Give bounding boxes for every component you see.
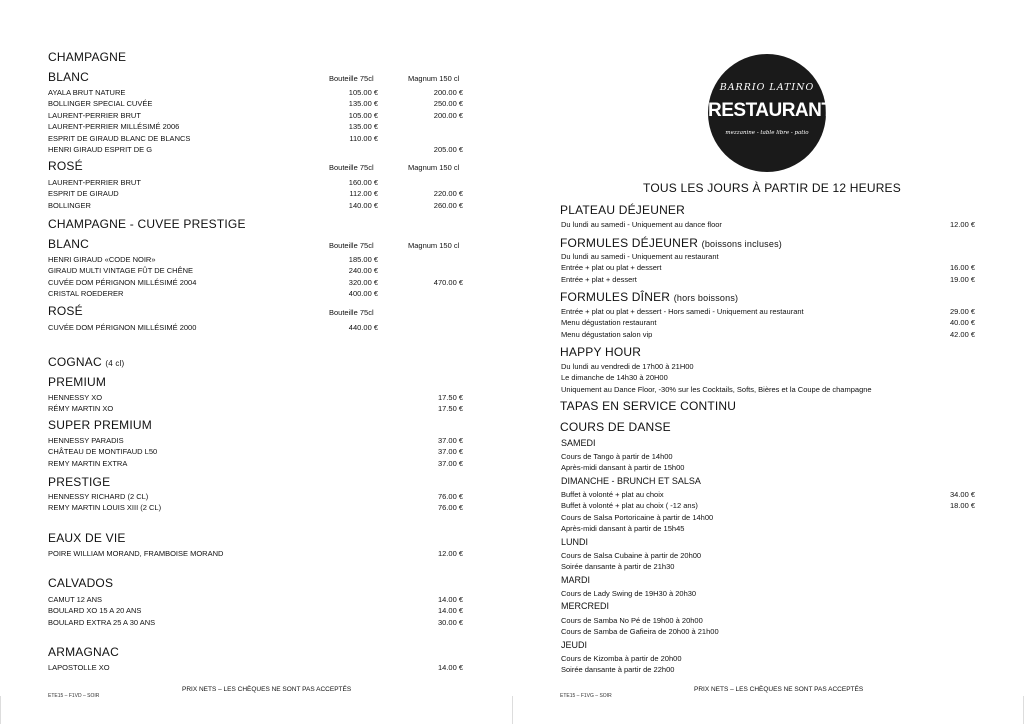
column-header-bottle: Bouteille 75cl: [329, 163, 374, 172]
item-label: ESPRIT DE GIRAUD: [48, 189, 119, 199]
item-label: GIRAUD MULTI VINTAGE FÛT DE CHÊNE: [48, 266, 194, 276]
restaurant-logo: [708, 54, 833, 172]
item-price: 16.00 €: [949, 263, 975, 273]
section-title-happy-hour: HAPPY HOUR: [560, 345, 642, 359]
day-title-mardi: MARDI: [561, 575, 590, 585]
subsection-title-rose: ROSÉ: [48, 159, 83, 173]
bottle-price: 440.00 €: [348, 323, 378, 332]
item-price: 37.00 €: [437, 458, 463, 468]
bottle-price: 240.00 €: [348, 266, 378, 276]
item-label: REMY MARTIN LOUIS XIII (2 CL): [48, 503, 162, 513]
print-code: ETE15 – F1VD – SOIR: [48, 693, 100, 699]
item-label: BOULARD EXTRA 25 A 30 ANS: [48, 617, 156, 627]
formules-diner-note: (hors boissons): [673, 293, 739, 303]
magnum-price: 260.00 €: [433, 200, 463, 210]
item-label: Soirée dansante à partir de 22h00: [561, 665, 675, 675]
section-title-armagnac: ARMAGNAC: [48, 645, 119, 659]
item-price: 19.00 €: [949, 274, 975, 284]
item-label: BOULARD XO 15 A 20 ANS: [48, 606, 142, 616]
item-label: Cours de Samba No Pé de 19h00 à 20h00: [561, 616, 703, 625]
day-title-dimanche: DIMANCHE - BRUNCH ET SALSA: [561, 476, 701, 486]
magnum-price: 200.00 €: [433, 110, 463, 120]
magnum-price: 205.00 €: [433, 145, 463, 154]
item-label: HENNESSY RICHARD (2 CL): [48, 492, 149, 501]
item-label: LAURENT-PERRIER BRUT: [48, 178, 141, 187]
item-label: Cours de Salsa Portoricaine à partir de 14h00: [561, 512, 714, 522]
item-price: 12.00 €: [437, 549, 463, 558]
subsection-title-blanc: BLANC: [48, 237, 90, 251]
item-label: Menu dégustation salon vip: [561, 329, 653, 339]
item-price: 30.00 €: [437, 617, 463, 627]
day-title-samedi: SAMEDI: [561, 438, 596, 448]
item-label: Cours de Kizomba à partir de 20h00: [561, 654, 682, 663]
bottle-price: 105.00 €: [348, 88, 378, 97]
day-title-jeudi: JEUDI: [561, 640, 588, 650]
column-header-bottle: Bouteille 75cl: [329, 74, 374, 83]
formules-dejeuner-note: (boissons incluses): [701, 239, 782, 249]
logo-brand: BARRIO LATINO: [719, 82, 815, 93]
item-label: BOLLINGER: [48, 200, 91, 210]
section-title-cours-de-danse: COURS DE DANSE: [560, 420, 671, 434]
item-label: HENNESSY PARADIS: [48, 436, 124, 445]
bottle-price: 160.00 €: [348, 178, 378, 187]
item-label: Entrée + plat ou plat + dessert - Hors samedi - Uniquement au restaurant: [561, 307, 804, 316]
bottle-price: 135.00 €: [348, 122, 378, 132]
subsection-title-premium: PREMIUM: [48, 375, 107, 389]
item-label: AYALA BRUT NATURE: [48, 88, 126, 97]
item-label: CUVÉE DOM PÉRIGNON MILLÉSIMÉ 2004: [48, 277, 197, 287]
bottle-price: 185.00 €: [348, 255, 378, 264]
subsection-title-prestige: PRESTIGE: [48, 475, 111, 489]
bottle-price: 105.00 €: [348, 110, 378, 120]
item-label: Soirée dansante à partir de 21h30: [561, 562, 675, 572]
section-title-cognac: [48, 355, 124, 369]
item-price: 14.00 €: [437, 606, 463, 616]
section-title-eaux-de-vie: EAUX DE VIE: [48, 531, 126, 545]
section-title-tapas: TAPAS EN SERVICE CONTINU: [560, 399, 737, 413]
bottle-price: 135.00 €: [348, 99, 378, 109]
item-label: Entrée + plat + dessert: [561, 274, 637, 284]
item-label: CHÂTEAU DE MONTIFAUD L50: [48, 447, 158, 457]
item-price: 42.00 €: [949, 329, 975, 339]
item-price: 18.00 €: [949, 501, 975, 511]
item-price: 14.00 €: [437, 663, 463, 672]
item-label: Cours de Tango à partir de 14h00: [561, 452, 673, 461]
magnum-price: 470.00 €: [433, 277, 463, 287]
item-price: 12.00 €: [949, 220, 975, 229]
item-price: 76.00 €: [437, 503, 463, 513]
item-label: Buffet à volonté + plat au choix: [561, 490, 664, 499]
item-label: Entrée + plat ou plat + dessert: [561, 263, 662, 273]
item-price: 37.00 €: [437, 447, 463, 457]
item-label: Du lundi au vendredi de 17h00 à 21H00: [561, 362, 694, 371]
magnum-price: 200.00 €: [433, 88, 463, 97]
item-label: LAURENT-PERRIER MILLÉSIMÉ 2006: [48, 122, 180, 132]
subsection-title-super-premium: SUPER PREMIUM: [48, 418, 152, 432]
column-header-magnum: Magnum 150 cl: [408, 74, 460, 83]
subsection-title-rose: ROSÉ: [48, 304, 83, 318]
item-price: 37.00 €: [437, 436, 463, 445]
item-label: REMY MARTIN EXTRA: [48, 458, 128, 468]
item-price: 29.00 €: [949, 307, 975, 316]
footer-note: PRIX NETS – LES CHÈQUES NE SONT PAS ACCEPTÉS: [694, 686, 864, 693]
section-title-calvados: CALVADOS: [48, 576, 114, 590]
item-price: 14.00 €: [437, 595, 463, 604]
formules-diner-title: FORMULES DÎNER: [560, 290, 671, 304]
item-label: LAPOSTOLLE XO: [48, 663, 110, 672]
item-label: CRISTAL ROEDERER: [48, 289, 124, 299]
column-header-bottle: Bouteille 75cl: [329, 241, 374, 250]
logo-tagline: mezzanine - table libre - patio: [725, 130, 809, 136]
item-label: LAURENT-PERRIER BRUT: [48, 110, 141, 120]
item-label: BOLLINGER SPECIAL CUVÉE: [48, 99, 153, 109]
bottle-price: 320.00 €: [348, 277, 378, 287]
section-title-formules-dejeuner: [560, 236, 782, 250]
subsection-title-blanc: BLANC: [48, 70, 90, 84]
item-price: 76.00 €: [437, 492, 463, 501]
section-title-champagne: CHAMPAGNE: [48, 50, 127, 64]
item-label: Menu dégustation restaurant: [561, 318, 657, 328]
item-label: Uniquement au Dance Floor, -30% sur les Cocktails, Softs, Bières et la Coupe de champagne: [561, 384, 872, 394]
item-label: Cours de Salsa Cubaine à partir de 20h00: [561, 551, 702, 560]
bottle-price: 110.00 €: [349, 133, 378, 143]
item-price: 40.00 €: [949, 318, 975, 328]
bottle-price: 140.00 €: [348, 200, 378, 210]
item-price: 17.50 €: [437, 404, 463, 414]
item-label: Du lundi au samedi - Uniquement au dance floor: [561, 220, 722, 229]
column-header-magnum: Magnum 150 cl: [408, 163, 460, 172]
item-label: CAMUT 12 ANS: [48, 595, 103, 604]
magnum-price: 250.00 €: [433, 99, 463, 109]
item-label: HENRI GIRAUD ESPRIT DE G: [48, 145, 153, 154]
day-title-lundi: LUNDI: [561, 537, 589, 547]
item-label: Après-midi dansant à partir de 15h00: [561, 463, 685, 473]
formules-dejeuner-title: FORMULES DÉJEUNER: [560, 236, 699, 250]
page-edge: [0, 696, 1, 724]
cognac-title: COGNAC: [48, 355, 102, 369]
item-label: HENNESSY XO: [48, 393, 103, 402]
headline: TOUS LES JOURS À PARTIR DE 12 HEURES: [643, 181, 901, 195]
magnum-price: 220.00 €: [433, 189, 463, 199]
column-header-bottle: Bouteille 75cl: [329, 308, 374, 317]
logo-title: RESTAURANT: [708, 100, 833, 121]
item-label: ESPRIT DE GIRAUD BLANC DE BLANCS: [48, 133, 191, 143]
item-label: HENRI GIRAUD «CODE NOIR»: [48, 255, 156, 264]
cognac-volume: (4 cl): [105, 359, 125, 368]
item-price: 17.50 €: [437, 393, 463, 402]
column-header-magnum: Magnum 150 cl: [408, 241, 460, 250]
footer-note: PRIX NETS – LES CHÈQUES NE SONT PAS ACCEPTÉS: [182, 686, 352, 693]
item-price: 34.00 €: [949, 490, 975, 499]
item-label: Buffet à volonté + plat au choix ( -12 ans): [561, 501, 698, 511]
section-title-prestige: CHAMPAGNE - CUVEE PRESTIGE: [48, 217, 246, 231]
bottle-price: 112.00 €: [349, 189, 378, 199]
page-fold: [512, 696, 513, 724]
item-label: Le dimanche de 14h30 à 20H00: [561, 373, 668, 383]
item-label: POIRE WILLIAM MORAND, FRAMBOISE MORAND: [48, 549, 224, 558]
item-label: Cours de Samba de Gafieira de 20h00 à 21h00: [561, 627, 719, 637]
item-label: Après-midi dansant à partir de 15h45: [561, 524, 685, 534]
day-title-mercredi: MERCREDI: [561, 601, 610, 611]
print-code: ETE15 – F1VG – SOIR: [560, 693, 612, 699]
item-label: Cours de Lady Swing de 19H30 à 20h30: [561, 589, 697, 598]
item-label: CUVÉE DOM PÉRIGNON MILLÉSIMÉ 2000: [48, 323, 197, 332]
bottle-price: 400.00 €: [348, 289, 378, 299]
section-title-formules-diner: [560, 290, 738, 304]
section-title-plateau: PLATEAU DÉJEUNER: [560, 203, 686, 217]
item-label: Du lundi au samedi - Uniquement au restaurant: [561, 252, 719, 261]
item-label: RÉMY MARTIN XO: [48, 404, 114, 414]
